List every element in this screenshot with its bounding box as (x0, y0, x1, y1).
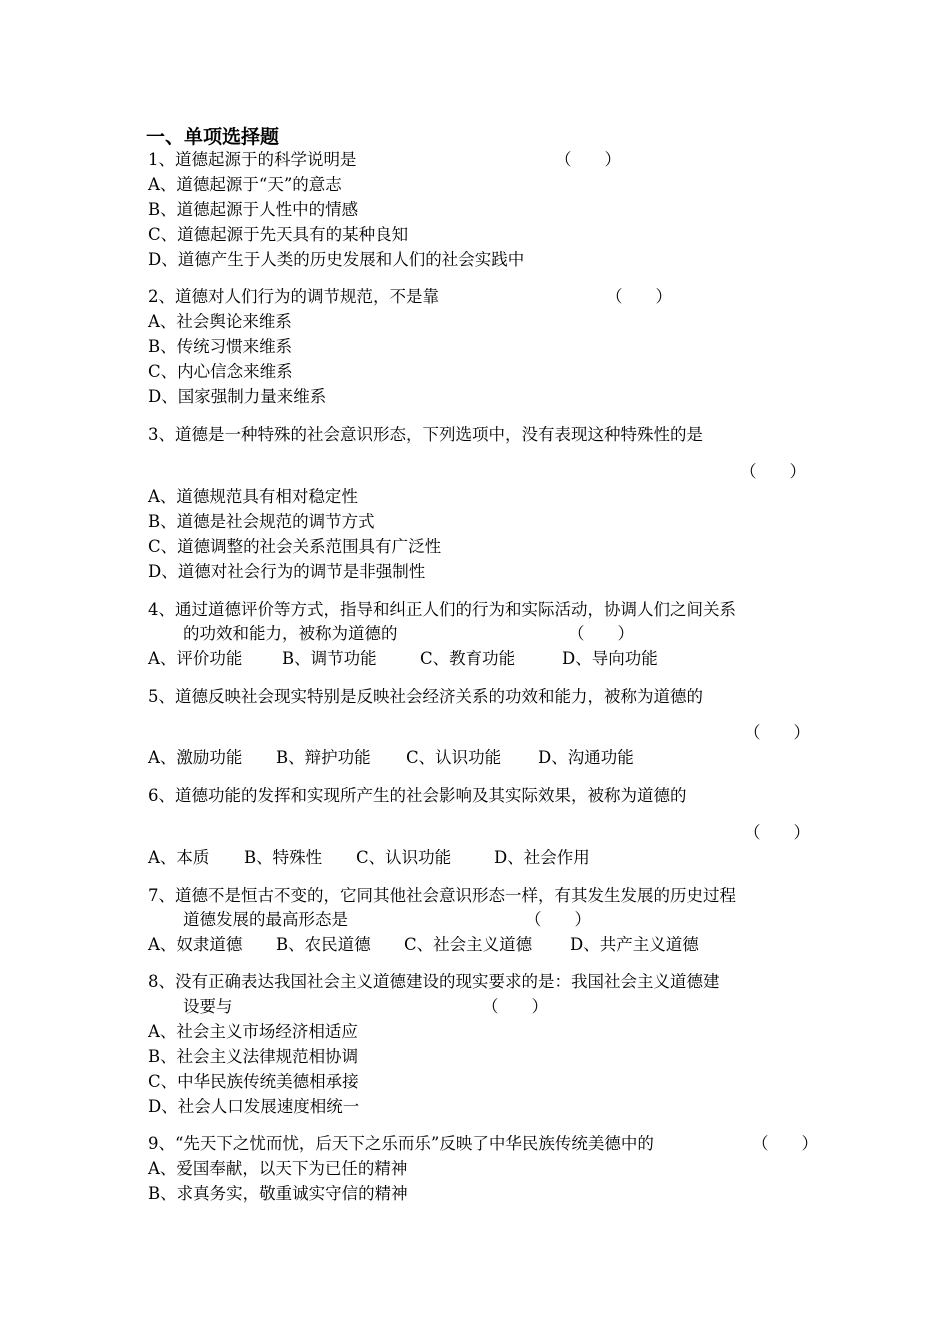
answer-bracket-1: （ ） (555, 150, 621, 169)
question-4-stem-continued: 的功效和能力，被称为道德的 (183, 624, 398, 643)
answer-bracket-6: （ ） (744, 823, 810, 842)
question-3-stem: 3、道德是一种特殊的社会意识形态，下列选项中，没有表现这种特殊性的是 (148, 425, 703, 444)
question-4-option-b: B、调节功能 (282, 649, 377, 668)
question-7-stem: 7、道德不是恒古不变的，它同其他社会意识形态一样，有其发生发展的历史过程 (148, 886, 736, 905)
question-1-option-b: B、道德起源于人性中的情感 (148, 200, 359, 219)
question-7-stem-continued: 道德发展的最高形态是 (183, 910, 348, 929)
section-title: 一、单项选择题 (146, 126, 280, 148)
answer-bracket-7: （ ） (525, 910, 591, 929)
question-2-option-b: B、传统习惯来维系 (148, 337, 293, 356)
question-2-option-a: A、社会舆论来维系 (148, 312, 292, 331)
question-1-option-a: A、道德起源于“天”的意志 (148, 175, 342, 194)
answer-bracket-2: （ ） (606, 287, 672, 306)
question-4-option-c: C、教育功能 (420, 649, 516, 668)
question-4-stem: 4、通过道德评价等方式，指导和纠正人们的行为和实际活动，协调人们之间关系 (148, 600, 736, 619)
question-4-option-d: D、导向功能 (562, 649, 658, 668)
question-5-option-a: A、激励功能 (148, 748, 243, 767)
question-2-option-c: C、内心信念来维系 (148, 362, 293, 381)
question-7-option-a: A、奴隶道德 (148, 935, 243, 954)
question-6-option-d: D、社会作用 (494, 848, 590, 867)
question-1-option-c: C、道德起源于先天具有的某种良知 (148, 225, 409, 244)
question-3-option-c: C、道德调整的社会关系范围具有广泛性 (148, 537, 442, 556)
question-8-stem-continued: 设要与 (183, 997, 233, 1016)
question-7-option-d: D、共产主义道德 (570, 935, 699, 954)
question-4-option-a: A、评价功能 (148, 649, 243, 668)
question-3-option-b: B、道德是社会规范的调节方式 (148, 512, 375, 531)
question-8-option-d: D、社会人口发展速度相统一 (148, 1097, 360, 1116)
question-7-option-b: B、农民道德 (276, 935, 371, 954)
question-3-option-a: A、道德规范具有相对稳定性 (148, 487, 358, 506)
question-9-option-a: A、爱国奉献，以天下为已任的精神 (148, 1159, 408, 1178)
question-5-option-d: D、沟通功能 (538, 748, 634, 767)
question-3-option-d: D、道德对社会行为的调节是非强制性 (148, 562, 426, 581)
answer-bracket-8: （ ） (482, 997, 548, 1016)
question-6-option-a: A、本质 (148, 848, 210, 867)
question-5-option-b: B、辩护功能 (276, 748, 371, 767)
question-1-option-d: D、道德产生于人类的历史发展和人们的社会实践中 (148, 250, 525, 269)
question-5-stem: 5、道德反映社会现实特别是反映社会经济关系的功效和能力，被称为道德的 (148, 687, 703, 706)
question-8-option-a: A、社会主义市场经济相适应 (148, 1022, 358, 1041)
question-9-stem: 9、“先天下之忧而忧，后天下之乐而乐”反映了中华民族传统美德中的 (148, 1134, 654, 1153)
answer-bracket-5: （ ） (744, 723, 810, 742)
question-1-stem: 1、道德起源于的科学说明是 (148, 150, 357, 169)
answer-bracket-9: （ ） (752, 1134, 818, 1153)
answer-bracket-3: （ ） (740, 462, 806, 481)
question-8-stem: 8、没有正确表达我国社会主义道德建设的现实要求的是：我国社会主义道德建 (148, 972, 720, 991)
question-8-option-b: B、社会主义法律规范相协调 (148, 1047, 359, 1066)
question-5-option-c: C、认识功能 (406, 748, 502, 767)
question-6-option-b: B、特殊性 (244, 848, 323, 867)
question-6-stem: 6、道德功能的发挥和实现所产生的社会影响及其实际效果，被称为道德的 (148, 786, 687, 805)
question-6-option-c: C、认识功能 (356, 848, 452, 867)
question-9-option-b: B、求真务实，敬重诚实守信的精神 (148, 1184, 408, 1203)
question-7-option-c: C、社会主义道德 (404, 935, 533, 954)
question-2-stem: 2、道德对人们行为的调节规范，不是靠 (148, 287, 439, 306)
question-8-option-c: C、中华民族传统美德相承接 (148, 1072, 359, 1091)
question-2-option-d: D、国家强制力量来维系 (148, 387, 327, 406)
answer-bracket-4: （ ） (568, 624, 634, 643)
